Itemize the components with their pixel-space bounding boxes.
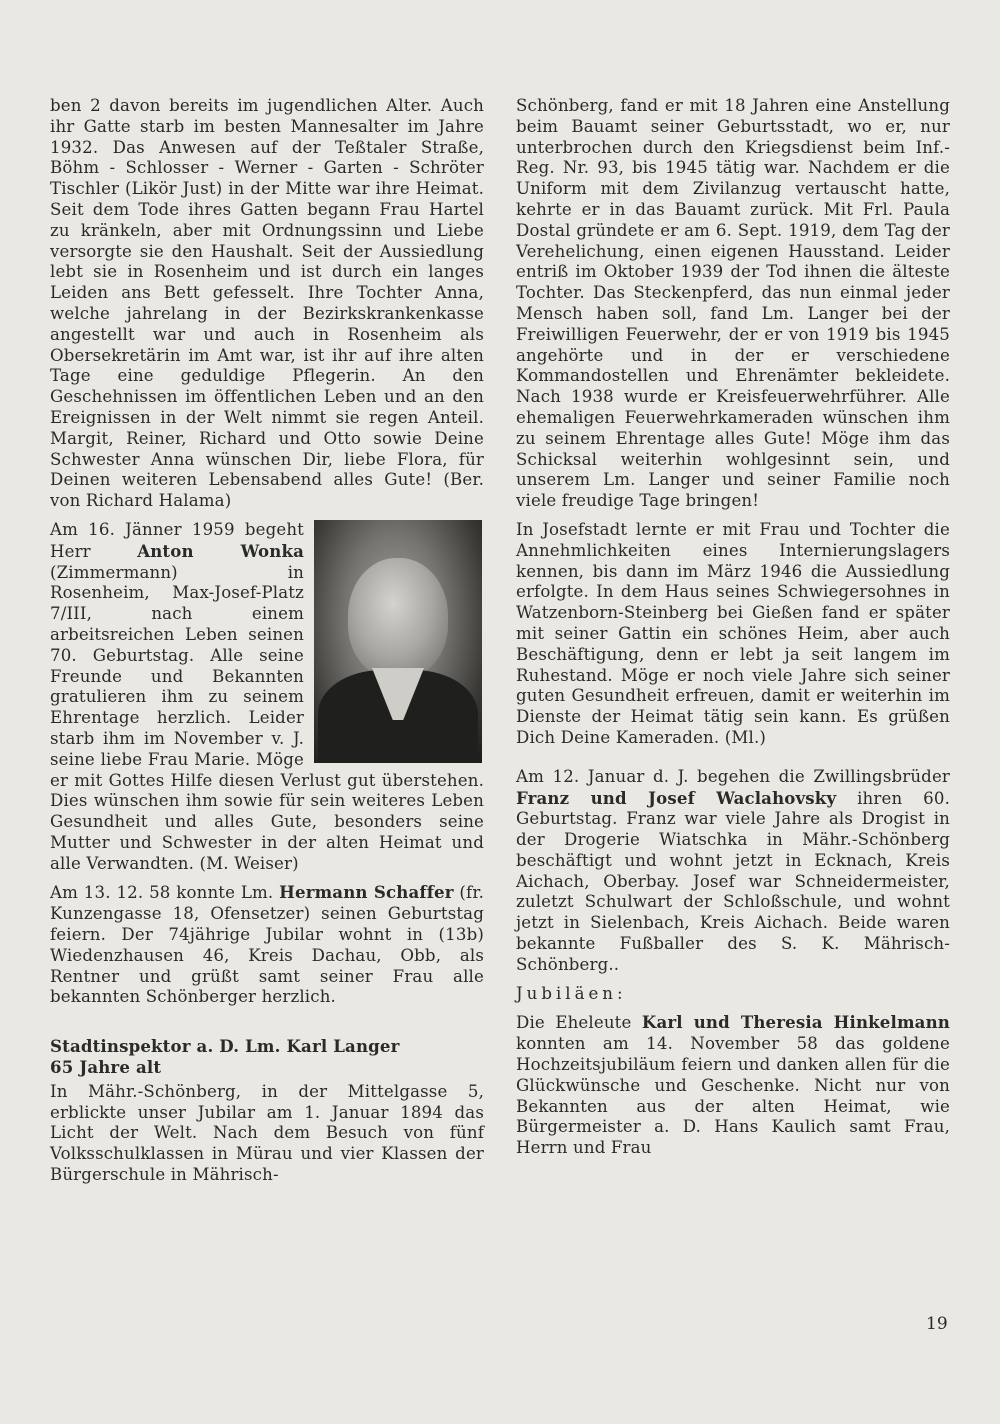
section-heading-jubilaeen: Jubiläen: xyxy=(516,983,627,1003)
name-anton-wonka: Anton Wonka xyxy=(137,540,305,561)
paragraph-hartel: ben 2 davon bereits im jugendlichen Alter. Auch ihr Gatte starb im besten Mannesalter im Jahre 1932. Das Anwesen auf der Teßtaler Straße, Böhm - Schlosser - Werner - Garten - Schröter Tischler (Likör Just) in der Mitte war ihre Heimat. Seit dem Tode ihres Gatten begann Frau Hartel zu kränkeln, aber mit Ordnungssinn und Liebe versorgte sie den Haushalt. Seit der Aussiedlung lebt sie in Rosenheim und ist durch ein langes Leiden ans Bett gefesselt. Ihre Tochter Anna, welche jahrelang in der Bezirkskrankenkasse angestellt war und auch in Rosenheim als Obersekretärin im Amt war, ist ihr auf ihre alten Tage eine geduldige Pflegerin. An den Geschehnissen im öffentlichen Leben und an den Ereignissen in der Welt nimmt sie regen Anteil. Margit, Reiner, Richard und Otto sowie Deine Schwester Anna wünschen Dir, liebe Flora, für Deinen weiteren Lebensabend alles Gute! (Ber. von Richard Halama) xyxy=(50,96,484,511)
page-number: 19 xyxy=(926,1314,948,1334)
name-waclahovsky: Franz und Josef Waclahovsky xyxy=(516,787,837,808)
name-hermann-schaffer: Hermann Schaffer xyxy=(279,882,454,903)
paragraph-langer-josefstadt: In Josefstadt lernte er mit Frau und Tochter die Annehmlichkeiten eines Internierungslagers kennen, bis dann im März 1946 die Aussiedlung erfolgte. In dem Haus seines Schwiegersohnes in Watzenborn-Steinberg bei Gießen fand er später mit seiner Gattin ein schönes Heim, aber auch Beschäftigung, denn er lebt ja seit langem im Ruhestand. Möge er noch viele Jahre sich seiner guten Gesundheit erfreuen, damit er weiterhin im Dienste der Heimat tätig sein kann. Es grüßen Dich Deine Kameraden. (Ml.) xyxy=(516,519,950,747)
left-column xyxy=(50,96,484,1194)
paragraph-waclahovsky: Am 12. Januar d. J. begehen die Zwillingsbrüder Franz und Josef Waclahovsky ihren 60. Geburtstag. Franz war viele Jahre als Drogist in der Drogerie Wiatschka in Mähr.-Schönberg beschäftigt und wohnt jetzt in Ecknach, Kreis Aichach, Oberbay. Josef war Schneidermeister, zuletzt Schulwart der Schloßschule, und wohnt jetzt in Sielenbach, Kreis Aichach. Beide waren bekannte Fußballer des S. K. Mährisch-Schönberg.. xyxy=(516,766,950,974)
paragraph-hinkelmann: Die Eheleute Karl und Theresia Hinkelmann konnten am 14. November 58 das goldene Hochzeitsjubiläum feiern und danken allen für die Glückwünsche und Geschenke. Nicht nur von Bekannten aus der alten Heimat, wie Bürgermeister a. D. Hans Kaulich samt Frau, Herrn und Frau xyxy=(516,1012,951,1158)
article-heading-karl-langer: Stadtinspektor a. D. Lm. Karl Langer 65 Jahre alt xyxy=(50,1036,400,1078)
paragraph-wonka: Am 16. Jänner 1959 begeht Herr Anton Wonka (Zimmermann) in Rosenheim, Max-Josef-Platz 7/III, nach einem arbeitsreichen Leben seinen 70. Geburtstag. Alle seine Freunde und Bekannten gratulieren ihm zu seinem Ehrentage herzlich. Leider starb ihm im November v. J. seine liebe Frau Marie. Möge er mit Gottes Hilfe diesen Verlust gut überstehen. Dies wünschen ihm sowie für sein weiteres Leben Gesundheit und alles Gute, besonders seine Mutter und Schwester in der alten Heimat und alle Verwandten. (M. Weiser) xyxy=(50,519,484,873)
right-column xyxy=(516,96,950,1167)
portrait-photo-icon xyxy=(314,520,482,763)
name-hinkelmann: Karl und Theresia Hinkelmann xyxy=(641,1012,951,1033)
paragraph-langer-start: In Mähr.-Schönberg, in der Mittelgasse 5, erblickte unser Jubilar am 1. Januar 1894 das Licht der Welt. Nach dem Besuch von fünf Volksschulklassen in Mürau und vier Klassen der Bürgerschule in Mährisch- xyxy=(50,1081,484,1185)
paragraph-schaffer: Am 13. 12. 58 konnte Lm. Hermann Schaffer (fr. Kunzengasse 18, Ofensetzer) seinen Geburtstag feiern. Der 74jährige Jubilar wohnt in (13b) Wiedenzhausen 46, Kreis Dachau, Obb, als Rentner und grüßt samt seiner Frau alle bekannten Schönberger herzlich. xyxy=(50,882,484,1007)
paragraph-langer-continued: Schönberg, fand er mit 18 Jahren eine Anstellung beim Bauamt seiner Geburtsstadt, wo er, nur unterbrochen durch den Kriegsdienst beim Inf.-Reg. Nr. 93, bis 1945 tätig war. Nachdem er die Uniform mit dem Zivilanzug vertauscht hatte, kehrte er in das Bauamt zurück. Mit Frl. Paula Dostal gründete er am 6. Sept. 1919, dem Tag der Verehelichung, einen eigenen Hausstand. Leider entriß im Oktober 1939 der Tod ihnen die älteste Tochter. Das Steckenpferd, das nun einmal jeder Mensch haben soll, fand Lm. Langer bei der Freiwilligen Feuerwehr, der er von 1919 bis 1945 angehörte und in der er verschiedene Kommandostellen und Ehrenämter bekleidete. Nach 1938 wurde er Kreisfeuerwehrführer. Alle ehemaligen Feuerwehrkameraden wünschen ihm zu seinem Ehrentage alles Gute! Möge ihm das Schicksal weiterhin wohlgesinnt sein, und unserem Lm. Langer und seiner Familie noch viele freudige Tage bringen! xyxy=(516,96,950,511)
